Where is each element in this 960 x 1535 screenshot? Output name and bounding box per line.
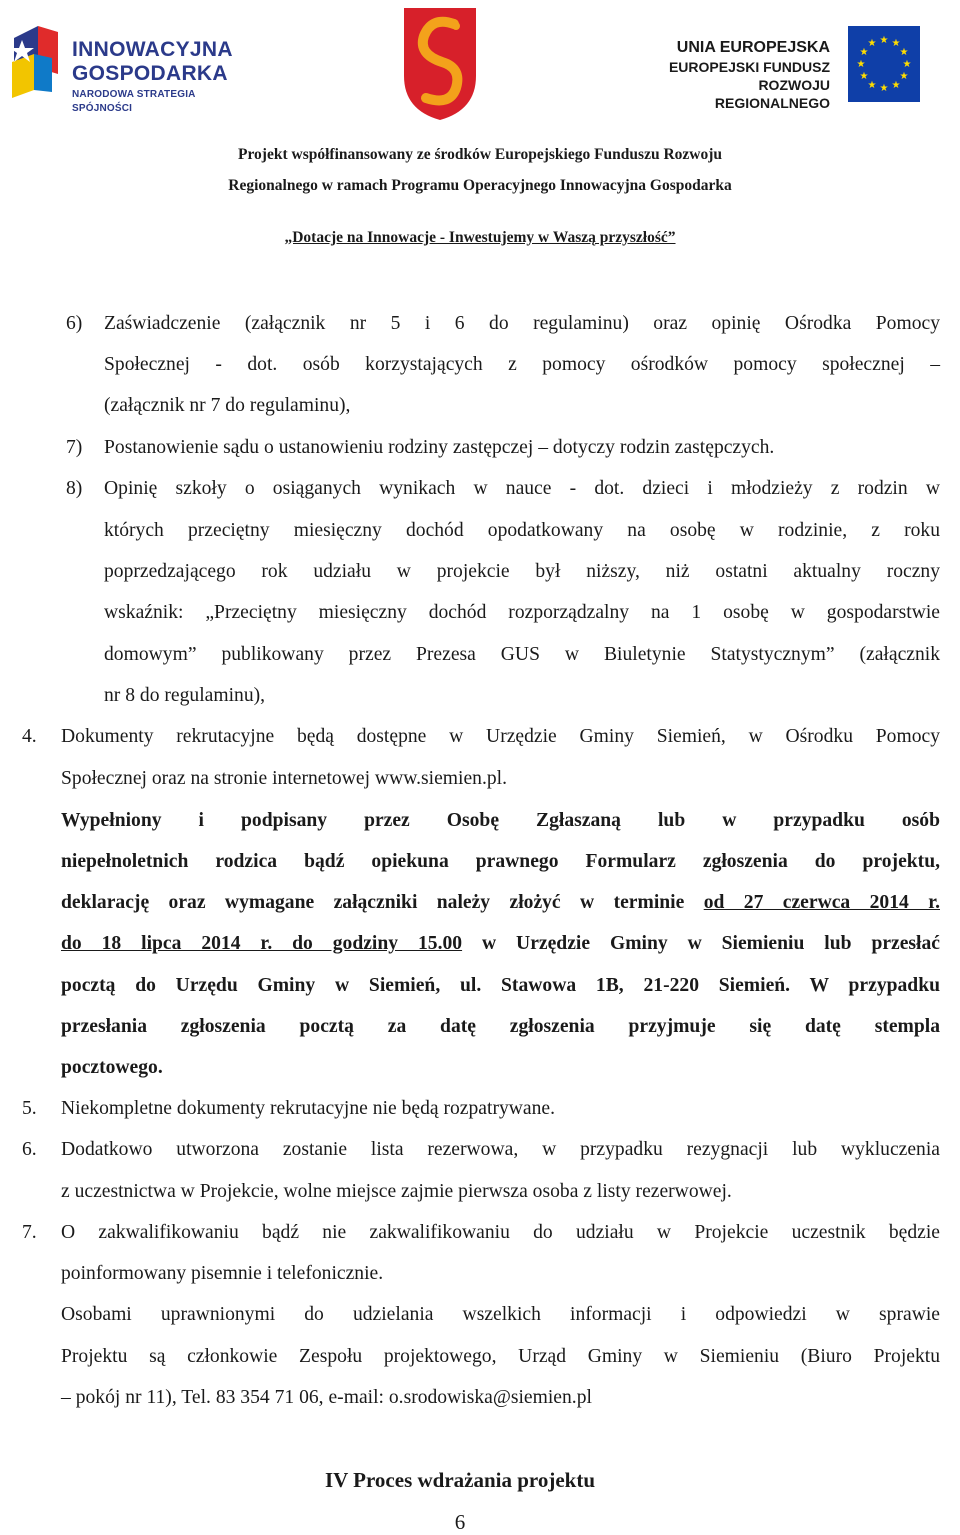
svg-text:★: ★ [899,47,909,58]
eu-flag-icon [848,26,920,102]
item-8-line2: których przeciętny miesięczny dochód opodatkowany na osobę w rodzinie, z roku [104,520,940,541]
item-8-number: 8) [66,478,83,499]
item-6-line1: Zaświadczenie (załącznik nr 5 i 6 do regulaminu) oraz opinię Ośrodka Pomocy [104,313,940,334]
point-5-number: 5. [22,1098,37,1119]
item-7-number: 7) [66,437,83,458]
svg-text:★: ★ [856,59,866,70]
eu-regional-fund-logo [660,26,940,111]
item-8-line5: domowym” publikowany przez Prezesa GUS w Biuletynie Statystycznym” (załącznik [104,644,940,665]
point-4-line2: Społecznej oraz na stronie internetowej www.siemien.pl. [61,768,507,789]
point-4-line1: Dokumenty rekrutacyjne będą dostępne w Urzędzie Gminy Siemień, w Ośrodku Pomocy [61,726,940,747]
item-7-line1: Postanowienie sądu o ustanowieniu rodziny zastępczej – dotyczy rodzin zastępczych. [104,437,775,458]
item-8-line3: poprzedzającego rok udziału w projekcie był niższy, niż ostatni aktualny roczny [104,561,940,582]
submission-line4-text: w Urzędzie Gminy w Siemieniu lub przesłać [462,933,940,954]
eu-logo-line1: UNIA EUROPEJSKA [676,39,830,56]
svg-text:★: ★ [867,80,877,91]
item-6-line3: (załącznik nr 7 do regulaminu), [104,395,351,416]
contact-line3: – pokój nr 11), Tel. 83 354 71 06, e-mail: o.srodowiska@siemien.pl [61,1387,592,1408]
item-6-line2: Społecznej - dot. osób korzystających z pomocy ośrodków pomocy społecznej – [104,354,940,375]
point-6-line2: z uczestnictwa w Projekcie, wolne miejsce zajmie pierwsza osoba z listy rezerwowej. [61,1181,732,1202]
point-7-line2: poinformowany pisemnie i telefonicznie. [61,1263,384,1284]
innowacyjna-gospodarka-logo [8,18,258,114]
point-5-line1: Niekompletne dokumenty rekrutacyjne nie będą rozpatrywane. [61,1098,556,1119]
project-header-line2: Regionalnego w ramach Programu Operacyjnego Innowacyjna Gospodarka [228,177,732,194]
submission-line6: przesłania zgłoszenia pocztą za datę zgłoszenia przyjmuje się datę stempla [61,1016,940,1037]
item-8-line4: wskaźnik: „Przeciętny miesięczny dochód rozporządzalny na 1 osobę w gospodarstwie [104,602,940,623]
svg-text:★: ★ [891,38,901,49]
submission-line7: pocztowego. [61,1057,163,1078]
svg-text:★: ★ [867,38,877,49]
svg-text:★: ★ [891,80,901,91]
ig-logo-line1: INNOWACYJNA [72,38,233,61]
svg-text:★: ★ [899,71,909,82]
submission-line5: pocztą do Urzędu Gminy w Siemień, ul. Stawowa 1B, 21-220 Siemień. W przypadku [61,975,940,996]
page-number: 6 [454,1510,466,1534]
contact-line2: Projektu są członkowie Zespołu projektowego, Urząd Gminy w Siemieniu (Biuro Projektu [61,1346,940,1367]
point-4-number: 4. [22,726,37,747]
contact-line1: Osobami uprawnionymi do udzielania wszelkich informacji i odpowiedzi w sprawie [61,1304,940,1325]
ig-logo-line2: GOSPODARKA [72,62,228,85]
svg-text:★: ★ [859,71,869,82]
eu-logo-line2: EUROPEJSKI FUNDUSZ [668,59,830,75]
svg-text:★: ★ [879,83,889,94]
submission-deadline: do 18 lipca 2014 r. do godziny 15.00 [61,933,463,954]
submission-line1: Wypełniony i podpisany przez Osobę Zgłaszaną lub w przypadku osób [61,810,940,831]
section-heading: IV Proces wdrażania projektu [324,1468,596,1492]
svg-text:★: ★ [879,35,889,46]
submission-line2: niepełnoletnich rodzica bądź opiekuna prawnego Formularz zgłoszenia do projektu, [61,851,940,872]
svg-text:★: ★ [859,47,869,58]
eu-logo-line3: ROZWOJU REGIONALNEGO [714,77,830,111]
project-header-line1: Projekt współfinansowany ze środków Europejskiego Funduszu Rozwoju [237,146,722,163]
point-6-line1: Dodatkowo utworzona zostanie lista rezerwowa, w przypadku rezygnacji lub wykluczenia [61,1139,940,1160]
point-6-number: 6. [22,1139,37,1160]
item-8-line1: Opinię szkoły o osiąganych wynikach w nauce - dot. dzieci i młodzieży z rodzin w [104,478,940,499]
point-7-line1: O zakwalifikowaniu bądź nie zakwalifikowaniu do udziału w Projekcie uczestnik będzie [61,1222,940,1243]
project-slogan: „Dotacje na Innowacje - Inwestujemy w Waszą przyszłość” [284,229,676,246]
submission-line3 [61,891,940,915]
point-7-number: 7. [22,1222,37,1243]
svg-text:★: ★ [902,59,912,70]
submission-line4 [61,932,940,956]
ig-flag-icon [8,18,68,100]
submission-start-date: od 27 czerwca 2014 r. [703,892,940,913]
item-6-number: 6) [66,313,83,334]
ig-logo-line3: NARODOWA STRATEGIA SPÓJNOŚCI [72,89,196,114]
item-8-line6: nr 8 do regulaminu), [104,685,266,706]
siemien-crest-icon [402,6,478,122]
submission-line3-text: deklarację oraz wymagane załączniki należy złożyć w terminie [61,892,704,913]
